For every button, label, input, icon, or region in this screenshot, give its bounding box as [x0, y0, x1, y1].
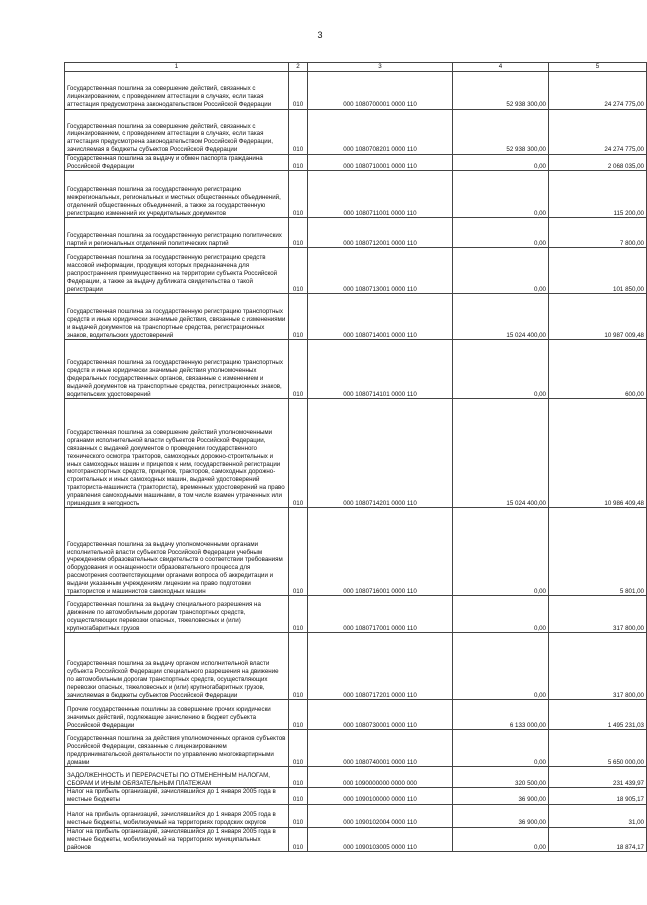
- row-name: Государственная пошлина за государственную регистрацию межрегиональных, региональных и местных общественных объединений, отделений общественных объединений, а также за государственную регистрацию изменений их учредительных документов: [65, 171, 289, 218]
- row-name: Государственная пошлина за государственную регистрацию политических партий и региональных отделений политических партий: [65, 218, 289, 248]
- row-value-4: 0,00: [453, 218, 549, 248]
- row-name: Государственная пошлина за совершение действий, связанных с лицензированием, с проведением аттестации в случаях, если такая аттестация предусмотрена законодательством Российской Федерации: [65, 71, 289, 109]
- row-code: 010: [289, 767, 308, 788]
- row-value-5: 18 874,17: [549, 827, 647, 851]
- row-value-5: 24 274 775,00: [549, 109, 647, 154]
- row-code: 010: [289, 294, 308, 340]
- row-value-5: 10 987 009,48: [549, 294, 647, 340]
- row-value-4: 0,00: [453, 154, 549, 171]
- row-value-4: 0,00: [453, 633, 549, 700]
- row-kbk: 000 1090103005 0000 110: [308, 827, 453, 851]
- row-value-4: 0,00: [453, 596, 549, 633]
- row-value-5: 1 495 231,03: [549, 700, 647, 730]
- row-value-5: 5 801,00: [549, 508, 647, 596]
- row-code: 010: [289, 804, 308, 827]
- row-kbk: 000 1080717001 0000 110: [308, 596, 453, 633]
- table-row: [65, 248, 647, 294]
- row-code: 010: [289, 730, 308, 767]
- row-code: 010: [289, 248, 308, 294]
- row-code: 010: [289, 633, 308, 700]
- row-kbk: 000 1080712001 0000 110: [308, 218, 453, 248]
- row-value-4: 0,00: [453, 248, 549, 294]
- row-value-4: 0,00: [453, 730, 549, 767]
- row-kbk: 000 1080730001 0000 110: [308, 700, 453, 730]
- row-name: Государственная пошлина за государственную регистрацию транспортных средств и иные юридически значимые действия, связанные с изменениями и выдачей документов на транспортные средства, регистрационных знаков, водительских удостоверений: [65, 294, 289, 340]
- table-row: [65, 804, 647, 827]
- row-code: 010: [289, 508, 308, 596]
- row-kbk: 000 1080740001 0000 110: [308, 730, 453, 767]
- row-value-5: 5 650 000,00: [549, 730, 647, 767]
- table-row: [65, 71, 647, 109]
- row-kbk: 000 1090000000 0000 000: [308, 767, 453, 788]
- table-row: [65, 109, 647, 154]
- row-value-4: 6 133 000,00: [453, 700, 549, 730]
- row-value-5: 7 800,00: [549, 218, 647, 248]
- table-row: [65, 633, 647, 700]
- row-kbk: 000 1080714001 0000 110: [308, 294, 453, 340]
- row-name: Государственная пошлина за выдачу органом исполнительной власти субъекта Российской Федерации специального разрешения на движение по автомобильным дорогам транспортных средств, осуществляющих перевозки опасных, тяжеловесных и (или) крупногабаритных грузов, зачисляемая в бюджеты субъектов Российской Федерации: [65, 633, 289, 700]
- row-name: Прочие государственные пошлины за совершение прочих юридически значимых действий, подлежащие зачислению в бюджет субъекта Российской Федерации: [65, 700, 289, 730]
- row-kbk: 000 1080714201 0000 110: [308, 399, 453, 508]
- table-row: [65, 767, 647, 788]
- column-header-5: 5: [549, 63, 647, 72]
- row-name: Налог на прибыль организаций, зачислявшийся до 1 января 2005 года в местные бюджеты: [65, 788, 289, 805]
- table-row: [65, 294, 647, 340]
- table-row: [65, 340, 647, 399]
- row-value-4: 15 024 400,00: [453, 294, 549, 340]
- row-name: Государственная пошлина за совершение действий уполномоченными органами исполнительной власти субъектов Российской Федерации, связанных с выдачей документов о проведении государственного технического осмотра тракторов, самоходных дорожно-строительных и иных самоходных машин и прицепов к ним, государственной регистрации мототранспортных средств, прицепов, тракторов, самоходных дорожно-строительных и иных самоходных машин, выдачей удостоверений тракториста-машиниста (тракториста), временных удостоверений на право управления самоходными машинами, в том числе взамен утраченных или пришедших в негодность: [65, 399, 289, 508]
- row-kbk: 000 1080711001 0000 110: [308, 171, 453, 218]
- table-row: [65, 788, 647, 805]
- column-header-4: 4: [453, 63, 549, 72]
- row-value-4: 15 024 400,00: [453, 399, 549, 508]
- table-row: [65, 218, 647, 248]
- row-code: 010: [289, 827, 308, 851]
- row-code: 010: [289, 399, 308, 508]
- page-number: 3: [317, 30, 323, 40]
- column-header-3: 3: [308, 63, 453, 72]
- row-name: Налог на прибыль организаций, зачислявшийся до 1 января 2005 года в местные бюджеты, мобилизуемый на территориях городских округов: [65, 804, 289, 827]
- row-value-4: 0,00: [453, 171, 549, 218]
- row-value-4: 0,00: [453, 340, 549, 399]
- row-kbk: 000 1080708201 0000 110: [308, 109, 453, 154]
- row-value-4: 52 938 300,00: [453, 71, 549, 109]
- row-code: 010: [289, 109, 308, 154]
- row-value-5: 115 200,00: [549, 171, 647, 218]
- row-kbk: 000 1090100000 0000 110: [308, 788, 453, 805]
- row-value-4: 36 900,00: [453, 804, 549, 827]
- row-kbk: 000 1080716001 0000 110: [308, 508, 453, 596]
- row-code: 010: [289, 596, 308, 633]
- row-code: 010: [289, 171, 308, 218]
- column-header-2: 2: [289, 63, 308, 72]
- row-name: Налог на прибыль организаций, зачислявшийся до 1 января 2005 года в местные бюджеты, мобилизуемый на территориях муниципальных районов: [65, 827, 289, 851]
- table-row: [65, 700, 647, 730]
- row-name: Государственная пошлина за выдачу и обмен паспорта гражданина Российской Федерации: [65, 154, 289, 171]
- row-name: Государственная пошлина за государственную регистрацию средств массовой информации, продукция которых предназначена для распространения преимущественно на территории субъекта Российской Федерации, а также за выдачу дубликата свидетельства о такой регистрации: [65, 248, 289, 294]
- row-value-5: 10 986 409,48: [549, 399, 647, 508]
- row-code: 010: [289, 340, 308, 399]
- table-row: [65, 154, 647, 171]
- row-value-4: 0,00: [453, 827, 549, 851]
- row-kbk: 000 1080700001 0000 110: [308, 71, 453, 109]
- table-row: [65, 730, 647, 767]
- row-value-4: 36 900,00: [453, 788, 549, 805]
- row-name: ЗАДОЛЖЕННОСТЬ И ПЕРЕРАСЧЕТЫ ПО ОТМЕНЕННЫМ НАЛОГАМ, СБОРАМ И ИНЫМ ОБЯЗАТЕЛЬНЫМ ПЛАТЕЖАМ: [65, 767, 289, 788]
- row-code: 010: [289, 154, 308, 171]
- row-code: 010: [289, 700, 308, 730]
- table-row: [65, 827, 647, 851]
- row-kbk: 000 1080710001 0000 110: [308, 154, 453, 171]
- table-row: [65, 171, 647, 218]
- row-name: Государственная пошлина за выдачу специального разрешения на движение по автомобильным дорогам транспортных средств, осуществляющих перевозки опасных, тяжеловесных и (или) крупногабаритных грузов: [65, 596, 289, 633]
- row-kbk: 000 1090102004 0000 110: [308, 804, 453, 827]
- row-name: Государственная пошлина за действия уполномоченных органов субъектов Российской Федерации, связанные с лицензированием предпринимательской деятельности по управлению многоквартирными домами: [65, 730, 289, 767]
- budget-table: [64, 62, 647, 852]
- row-code: 010: [289, 788, 308, 805]
- table-row: [65, 399, 647, 508]
- row-value-5: 101 850,00: [549, 248, 647, 294]
- row-name: Государственная пошлина за государственную регистрацию транспортных средств и иные юридически значимые действия уполномоченных федеральных государственных органов, связанные с изменением и выдачей документов на транспортные средства, регистрационных знаков, водительских удостоверений: [65, 340, 289, 399]
- row-value-5: 24 274 775,00: [549, 71, 647, 109]
- row-value-5: 231 439,97: [549, 767, 647, 788]
- row-name: Государственная пошлина за выдачу уполномоченными органами исполнительной власти субъектов Российской Федерации учебным учреждениям образовательных свидетельств о соответствии требованиям оборудования и оснащенности образовательного процесса для рассмотрения соответствующими органами вопроса об аккредитации и выдачи указанным учреждениям лицензии на право подготовки трактористов и машинистов самоходных машин: [65, 508, 289, 596]
- row-kbk: 000 1080713001 0000 110: [308, 248, 453, 294]
- row-value-5: 2 068 035,00: [549, 154, 647, 171]
- row-value-5: 317 800,00: [549, 633, 647, 700]
- row-value-5: 317 800,00: [549, 596, 647, 633]
- row-value-4: 320 500,00: [453, 767, 549, 788]
- row-kbk: 000 1080714101 0000 110: [308, 340, 453, 399]
- row-name: Государственная пошлина за совершение действий, связанных с лицензированием, с проведением аттестации в случаях, если такая аттестация предусмотрена законодательством Российской Федерации, зачисляемая в бюджеты субъектов Российской Федерации: [65, 109, 289, 154]
- row-value-4: 0,00: [453, 508, 549, 596]
- row-value-4: 52 938 300,00: [453, 109, 549, 154]
- row-code: 010: [289, 218, 308, 248]
- table-row: [65, 596, 647, 633]
- row-code: 010: [289, 71, 308, 109]
- table-header-row: [65, 63, 647, 72]
- table-row: [65, 508, 647, 596]
- row-value-5: 31,00: [549, 804, 647, 827]
- row-value-5: 18 905,17: [549, 788, 647, 805]
- row-kbk: 000 1080717201 0000 110: [308, 633, 453, 700]
- column-header-1: 1: [65, 63, 289, 72]
- row-value-5: 600,00: [549, 340, 647, 399]
